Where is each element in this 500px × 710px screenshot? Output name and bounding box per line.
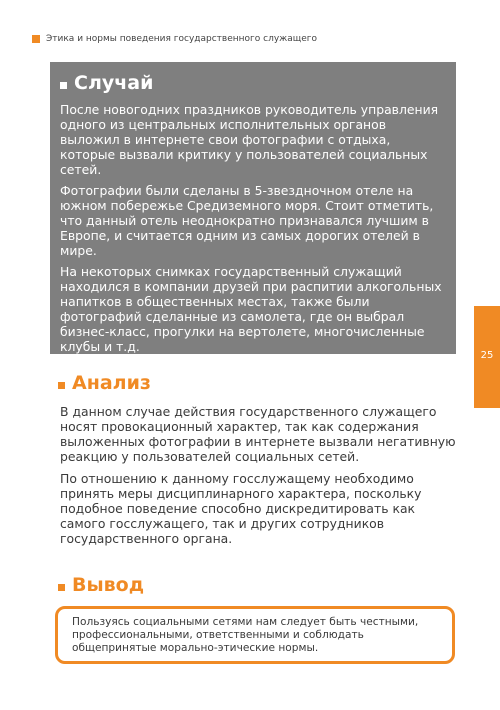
conclusion-box (55, 606, 455, 664)
header-text: Этика и нормы поведения государственного служащего (46, 34, 318, 44)
analysis-title: Анализ (72, 372, 151, 394)
analysis-paragraph-1: В данном случае действия государственного служащего носят провокационный характер, так как содержания выложенных фотографии в интернете вызвали негативную реакцию у пользователей социальных сетей. (60, 404, 456, 464)
analysis-body (60, 404, 460, 553)
page-number-tab (474, 306, 500, 408)
case-paragraph-1: После новогодних праздников руководитель управления одного из центральных исполнительных органов выложил в интернете свои фотографии с отдыха, которые вызвали критику у пользователей социальных сетей. (60, 102, 439, 177)
running-header (32, 33, 317, 45)
header-square-icon (32, 35, 40, 43)
square-bullet-icon (60, 82, 67, 89)
conclusion-text: Пользуясь социальными сетями нам следует быть честными, профессиональными, ответственными и соблюдать общепринятые морально-этические нормы. (72, 616, 419, 654)
square-bullet-icon (58, 382, 65, 389)
page-number: 25 (480, 350, 494, 361)
analysis-heading (58, 372, 151, 394)
conclusion-heading (58, 574, 144, 596)
square-bullet-icon (58, 584, 65, 591)
analysis-paragraph-2: По отношению к данному госслужащему необходимо принять меры дисциплинарного характера, поскольку подобное поведение способно дискредитировать как самого госслужащего, так и других сотрудников государственного органа. (60, 471, 422, 546)
case-paragraph-2: Фотографии были сделаны в 5-звездночном отеле на южном побережье Средиземного моря. Стоит отметить, что данный отель неоднократно признавался лучшим в Европе, и считается одним из самых дорогих отелей в мире. (60, 183, 434, 258)
conclusion-title: Вывод (72, 574, 145, 596)
case-paragraph-3: На некоторых снимках государственный служащий находился в компании друзей при распитии алкогольных напитков в общественных местах, также были фотографий сделанные из самолета, где он выбрал бизнес-класс, прогулки на вертолете, многочисленные клубы и т.д. (60, 264, 442, 354)
case-box (50, 62, 456, 354)
case-heading (60, 72, 444, 94)
case-title: Случай (74, 72, 154, 94)
